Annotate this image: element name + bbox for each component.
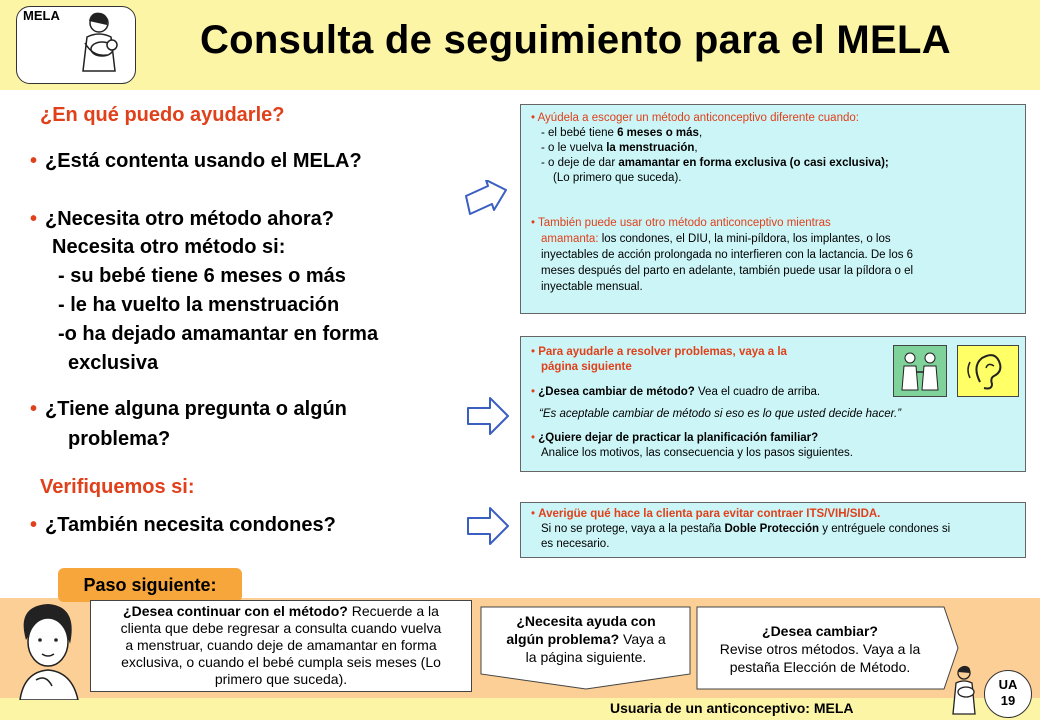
panel1-bullet2: • También puede usar otro método anticonceptivo mientras amamanta: los condones, el DIU, la mini-píldora, los implantes, o los inyectables de acción prolongada no interfieren con la lactancia. De los 6 meses después del parto en adelante, también puede usar la píldora o el inyectable mensual. xyxy=(531,215,1021,295)
listening-image xyxy=(957,345,1019,397)
panel1-b2-text1: los condones, el DIU, la mini-píldora, los implantes, o los xyxy=(598,233,891,245)
change-text-2: pestaña Elección de Método. xyxy=(729,659,911,675)
panel1-b1-l3: - o deje de dar xyxy=(541,157,619,169)
change-callout xyxy=(700,622,940,676)
panel-change-method xyxy=(520,104,1026,314)
page-badge xyxy=(984,670,1032,718)
provider-woman-icon xyxy=(6,600,92,700)
help-heading: ¿En qué puedo ayudarle? xyxy=(40,104,285,126)
panel1-b1-l1: - el bebé tiene xyxy=(541,127,618,139)
logo-label: MELA xyxy=(23,8,60,23)
question-problem xyxy=(30,398,347,421)
question-problem-text: ¿Tiene alguna pregunta o algún xyxy=(45,398,347,420)
panel1-bullet1: • Ayúdela a escoger un método anticonceptivo diferente cuando: - el bebé tiene 6 meses o más, - o le vuelva la menstruación, - o deje de dar amamantar en forma exclusiva (o casi exclusiva); (Lo primero que suceda). xyxy=(531,111,1021,186)
verify-heading: Verifiquemos si: xyxy=(40,476,195,498)
panel1-b1-l1-bold: 6 meses o más xyxy=(617,127,699,139)
panel1-b2-text3: meses después del parto en adelante, también puede usar la píldora o el xyxy=(541,265,914,277)
continue-method-callout xyxy=(90,600,472,692)
panel-sti-protection: • Averigüe qué hace la clienta para evitar contraer ITS/VIH/SIDA. Si no se protege, vaya a la pestaña Doble Protección y entréguele condones si es necesario. xyxy=(520,502,1026,558)
mother-breastfeeding-icon xyxy=(69,11,129,79)
question-problem-line2: problema? xyxy=(68,428,171,450)
panel2-b3-text: Analice los motivos, las consecuencia y los pasos siguientes. xyxy=(541,447,853,459)
continue-text-2: clienta que debe regresar a consulta cuando vuelva xyxy=(120,620,442,636)
help-bold-2: algún problema? xyxy=(506,631,620,647)
ear-icon xyxy=(958,346,1018,396)
panel2-quote: “Es aceptable cambiar de método si eso es lo que usted decide hacer.” xyxy=(539,408,902,420)
question-content xyxy=(30,150,362,173)
panel1-b1-l2-bold: la menstruación xyxy=(606,142,695,154)
panel1-b1-l2-post: , xyxy=(694,142,698,154)
panel1-b1-l2: - o le vuelva xyxy=(541,142,607,154)
panel2-b1-l1: Para ayudarle a resolver problemas, vaya a la xyxy=(538,346,787,358)
footer-band xyxy=(0,698,1040,720)
panel2-b2-text: Vea el cuadro de arriba. xyxy=(694,386,821,398)
panel-problems xyxy=(520,336,1026,472)
continue-bold: ¿Desea continuar con el método? xyxy=(123,603,348,619)
panel3-text1-bold: Doble Protección xyxy=(724,523,820,535)
panel2-bullet1: • Para ayudarle a resolver problemas, vaya a la página siguiente xyxy=(531,346,787,373)
change-text-1: Revise otros métodos. Vaya a la xyxy=(719,641,921,657)
question-condoms-text: ¿También necesita condones? xyxy=(45,514,336,536)
continue-text-4: exclusiva, o cuando el bebé cumpla seis meses (Lo xyxy=(121,654,441,670)
panel1-b2-text4: inyectable mensual. xyxy=(541,281,643,293)
panel2-bullet2: • ¿Desea cambiar de método? Vea el cuadro de arriba. xyxy=(531,386,821,398)
need-if-label: Necesita otro método si: xyxy=(52,236,286,258)
mela-logo xyxy=(16,6,136,84)
arrow-right-icon xyxy=(466,506,510,546)
arrow-right-icon xyxy=(466,396,510,436)
counseling-image xyxy=(893,345,947,397)
panel1-b1-title: Ayúdela a escoger un método anticonceptivo diferente cuando: xyxy=(537,112,859,124)
badge-code: UA xyxy=(998,677,1018,692)
panel1-b2-text2: inyectables de acción prolongada no interfieren con la lactancia. De los 6 xyxy=(541,249,914,261)
panel1-b1-l1-post: , xyxy=(698,127,703,139)
need-item: - su bebé tiene 6 meses o más xyxy=(58,265,346,287)
help-bold-1: ¿Necesita ayuda con xyxy=(516,613,656,629)
question-need-method xyxy=(30,208,334,231)
mother-breastfeeding-small-icon xyxy=(944,664,984,718)
panel3-title: Averigüe qué hace la clienta para evitar contraer ITS/VIH/SIDA. xyxy=(538,508,881,520)
need-item: -o ha dejado amamantar en forma xyxy=(58,323,379,345)
badge-number: 19 xyxy=(1000,693,1016,708)
panel1-b1-l3-bold: amamantar en forma exclusiva (o casi exclusiva); xyxy=(618,157,889,169)
need-item: - le ha vuelto la menstruación xyxy=(58,294,340,316)
panel1-b1-l4: (Lo primero que suceda). xyxy=(553,172,682,184)
panel2-b2-bold: ¿Desea cambiar de método? xyxy=(538,386,695,398)
page-title: Consulta de seguimiento para el MELA xyxy=(200,18,951,62)
panel2-b1-l2: página siguiente xyxy=(541,361,632,373)
panel3-text2: es necesario. xyxy=(541,538,610,550)
panel3-text1-pre: Si no se protege, vaya a la pestaña xyxy=(541,523,725,535)
need-item: exclusiva xyxy=(68,352,159,374)
continue-text-5: primero que suceda). xyxy=(214,671,348,687)
panel2-b3-bold: ¿Quiere dejar de practicar la planificación familiar? xyxy=(538,432,819,444)
next-step-label: Paso siguiente: xyxy=(58,568,242,602)
panel2-bullet3: • ¿Quiere dejar de practicar la planificación familiar? Analice los motivos, las consecuencia y los pasos siguientes. xyxy=(531,431,1011,461)
arrow-right-icon xyxy=(464,180,508,220)
help-text-1: Vaya a xyxy=(619,631,666,647)
question-need-method-text: ¿Necesita otro método ahora? xyxy=(45,208,334,230)
help-callout xyxy=(482,612,690,666)
continue-text-3: a menstruar, cuando deje de amamantar en forma xyxy=(125,637,437,653)
panel1-b2-title2: amamanta: xyxy=(541,233,599,245)
continue-text-1: Recuerde a la xyxy=(347,603,439,619)
footer-label: Usuaria de un anticonceptivo: MELA xyxy=(610,700,854,716)
question-condoms xyxy=(30,514,336,537)
panel3-text1-post: y entréguele condones si xyxy=(819,523,951,535)
question-content-text: ¿Está contenta usando el MELA? xyxy=(45,150,362,172)
two-people-icon xyxy=(894,346,946,396)
help-text-2: la página siguiente. xyxy=(525,649,647,665)
change-bold: ¿Desea cambiar? xyxy=(762,623,878,639)
panel1-b2-title1: También puede usar otro método anticonceptivo mientras xyxy=(538,217,831,229)
